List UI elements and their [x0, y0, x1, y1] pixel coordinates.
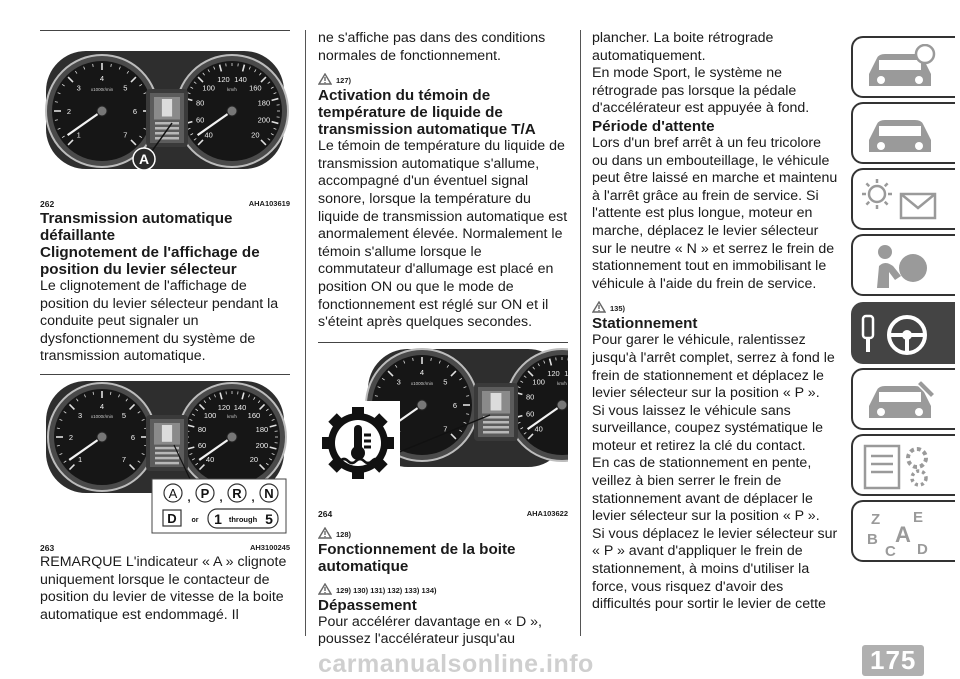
gauge-tick-label: 7: [123, 130, 127, 139]
figure-code: AH3100245: [250, 543, 290, 553]
warning-triangle-icon: [318, 583, 332, 595]
note-number: 127): [336, 76, 351, 85]
gauge-tick-label: 5: [443, 377, 447, 386]
watermark: carmanualsonline.info: [318, 650, 594, 679]
gauge-tick-label: 4: [100, 74, 104, 83]
note-number: 135): [610, 304, 625, 313]
paragraph: Pour accélérer davantage en « D », poussez l'accélérateur jusqu'au: [318, 614, 568, 649]
index-letter: D: [917, 541, 928, 558]
section-heading: Stationnement: [592, 315, 840, 332]
steering-key-icon: [861, 310, 941, 360]
gauge-tick-label: 200: [258, 116, 271, 125]
warning-note-ref: [318, 521, 568, 539]
column-1: [40, 30, 290, 624]
gauge-tick-label: 6: [131, 433, 135, 442]
gauge-tick-label: 60: [198, 441, 206, 450]
figure-262: [40, 30, 290, 209]
paragraph: Pour garer le véhicule, ralentissez jusqu'à l'arrêt complet, serrez à fond le frein de stationnement et déplacez le levier sélecteur sur la position « P ».: [592, 332, 840, 402]
note-numbers: 129) 130) 131) 132) 133) 134): [336, 586, 437, 595]
gauge-tick-label: 120: [218, 403, 231, 412]
column-divider: [580, 30, 581, 636]
technical-data-icon: [861, 442, 941, 492]
warning-triangle-icon: [592, 301, 606, 313]
paragraph: ne s'affiche pas dans des conditions normales de fonctionnement.: [318, 30, 568, 65]
gauge-tick-label: 7: [122, 455, 126, 464]
gauge-tick-label: 3: [78, 411, 82, 420]
gear-position-letter: N: [264, 486, 273, 501]
column-2: [318, 30, 568, 649]
paragraph: REMARQUE L'indicateur « A » clignote uniquement lorsque le contacteur de position du levier de vitesse de la boite automatique est endommagé. Il: [40, 554, 290, 624]
figure-263: [40, 374, 290, 553]
gauge-tick-label: 5: [123, 84, 127, 93]
transmission-temperature-warning-image: [318, 343, 568, 501]
gauge-tick-label: 40: [206, 455, 214, 464]
gauge-tick-label: 1: [77, 130, 81, 139]
gauge-tick-label: 6: [133, 107, 137, 116]
gauge-tick-label: 6: [453, 401, 457, 410]
section-heading: Activation du témoin de température de liquide de transmission automatique T/A: [318, 87, 568, 138]
figure-264: [318, 342, 568, 519]
figure-code: AHA103622: [527, 509, 568, 519]
airbag-safety-icon: [861, 242, 941, 292]
warning-triangle-icon: [318, 73, 332, 85]
figure-caption: [318, 509, 568, 519]
instrument-cluster-image: [40, 31, 290, 191]
index-letter: E: [913, 509, 923, 526]
speedometer: [176, 55, 288, 167]
index-letter: B: [867, 531, 878, 548]
index-letter: C: [885, 543, 896, 558]
gauge-tick-label: 100: [204, 411, 217, 420]
gauge-tick-label: 20: [250, 455, 258, 464]
gauge-tick-label: 180: [258, 98, 271, 107]
figure-number: 262: [40, 199, 54, 209]
gauge-tick-label: 20: [251, 130, 259, 139]
gauge-tick-label: 160: [248, 411, 261, 420]
car-front-icon: [861, 110, 941, 160]
gauge-tick-label: 5: [122, 411, 126, 420]
section-heading: Dépassement: [318, 597, 568, 614]
tachometer: [48, 383, 156, 491]
figure-caption: [40, 543, 290, 553]
section-heading: Période d'attente: [592, 118, 840, 135]
gauge-tick-label: 200: [256, 441, 269, 450]
gauge-tick-label: 160: [249, 84, 262, 93]
gauge-tick-label: 3: [77, 84, 81, 93]
chapter-tab-3[interactable]: [851, 168, 955, 230]
gauge-tick-label: 1: [78, 455, 82, 464]
separator: ,: [219, 492, 222, 504]
figure-code: AHA103619: [249, 199, 290, 209]
or-label: or: [192, 517, 199, 524]
separator: ,: [187, 492, 190, 504]
warning-lights-icon: [861, 176, 941, 226]
gauge-unit: x1000r/min: [411, 381, 434, 386]
paragraph: Si vous laissez le véhicule sans surveillance, coupez systématique le moteur et retirez la clé du contact.: [592, 403, 840, 456]
warning-note-ref: [592, 295, 840, 313]
warning-note-ref: [318, 67, 568, 85]
gauge-tick-label: 140: [234, 75, 247, 84]
gauge-tick-label: 1: [564, 369, 568, 378]
note-number: 128): [336, 530, 351, 539]
chapter-tab-8[interactable]: [851, 500, 955, 562]
index-letter: A: [895, 522, 911, 547]
gauge-tick-label: 180: [256, 425, 269, 434]
gauge-tick-label: 60: [196, 116, 204, 125]
column-divider: [305, 30, 306, 636]
center-display: [474, 383, 518, 441]
paragraph: Le clignotement de l'affichage de position du levier sélecteur pendant la conduite peut signaler un dysfonctionnement du système de transmission automatique.: [40, 278, 290, 366]
speedometer: [178, 383, 286, 491]
section-heading: Clignotement de l'affichage de position du levier sélecteur: [40, 244, 290, 278]
gear-position-letter: R: [232, 486, 242, 501]
gauge-tick-label: 4: [420, 368, 424, 377]
gauge-unit: x1000r/min: [91, 414, 114, 419]
range-end: 5: [265, 511, 273, 527]
gauge-tick-label: 120: [217, 75, 230, 84]
transmission-temperature-icon: [320, 401, 400, 491]
car-repair-icon: [861, 376, 941, 426]
gauge-tick-label: 100: [202, 84, 215, 93]
section-heading: Fonctionnement de la boite automatique: [318, 541, 568, 575]
paragraph: En cas de stationnement en pente, veillez à bien serrer le frein de stationnement avant de déplacer le levier sélecteur sur la position « P ».: [592, 455, 840, 525]
chapter-tab-4[interactable]: [851, 234, 955, 296]
warning-triangle-icon: [318, 527, 332, 539]
gauge-tick-label: 100: [532, 377, 545, 386]
chapter-tab-5[interactable]: [851, 302, 955, 364]
range-word: through: [229, 515, 258, 524]
gear-position-letter: P: [201, 486, 210, 501]
instrument-cluster-image: [40, 375, 290, 535]
figure-number: 264: [318, 509, 332, 519]
gauge-tick-label: 60: [526, 409, 534, 418]
gauge-tick-label: 40: [204, 130, 212, 139]
gauge-tick-label: 80: [526, 392, 534, 401]
car-info-icon: [861, 44, 941, 94]
paragraph: Lors d'un bref arrêt à un feu tricolore ou dans un embouteillage, le véhicule peut être laissé en marche et maintenu à l'arrêt grâce au frein de service. Si l'attente est plus longue, moteur en marche, déplacez le levier sélecteur sur le neutre « N » et serrez le frein de stationnement tout en immobilisant le véhicule à l'aide du frein de service.: [592, 135, 840, 293]
paragraph: plancher. La boite rétrograde automatiquement.: [592, 30, 840, 65]
gauge-unit: km/h: [227, 414, 237, 419]
gauge-tick-label: 80: [198, 425, 206, 434]
callout-letter: A: [139, 151, 149, 167]
gauge-tick-label: 40: [534, 424, 542, 433]
gauge-tick-label: 4: [100, 402, 104, 411]
gear-position-letter: A: [169, 486, 178, 501]
gauge-tick-label: 7: [443, 424, 447, 433]
gauge-unit: km/h: [227, 87, 237, 92]
gauge-unit: km/h: [557, 381, 567, 386]
paragraph: Si vous déplacez le levier sélecteur sur « P » avant d'appliquer le frein de stationnement, à moins d'utiliser la force, vous risquez d'avoir des difficultés pour sortir le levier de cette: [592, 526, 840, 614]
figure-number: 263: [40, 543, 54, 553]
paragraph: En mode Sport, le système ne rétrograde pas lorsque la pédale d'accélérateur est appuyée à fond.: [592, 65, 840, 118]
gauge-tick-label: 140: [234, 403, 247, 412]
section-heading: Transmission automatique défaillante: [40, 210, 290, 244]
chapter-tab-6[interactable]: [851, 368, 955, 430]
gauge-tick-label: 3: [397, 377, 401, 386]
gauge-tick-label: 2: [67, 107, 71, 116]
gauge-tick-label: 120: [547, 369, 560, 378]
range-start: 1: [214, 511, 222, 527]
center-display: [146, 89, 188, 147]
gauge-unit: x1000r/min: [91, 87, 114, 92]
chapter-tab-2[interactable]: [851, 102, 955, 164]
chapter-tab-1[interactable]: [851, 36, 955, 98]
figure-caption: [40, 199, 290, 209]
index-letter: Z: [871, 511, 880, 528]
gear-position-legend: [152, 479, 286, 533]
gauge-tick-label: 2: [69, 433, 73, 442]
separator: ,: [251, 492, 254, 504]
gauge-tick-label: 80: [196, 98, 204, 107]
paragraph: Le témoin de température du liquide de transmission automatique s'allume, accompagné d'un éventuel signal sonore, lorsque la température du liquide de transmission automatique est anormalement élevée. Normalement le témoin s'allume lorsque le commutateur d'allumage est placé en position ON ou que le mode de fonctionnement est réglé sur ON et il s'éteint après quelques secondes.: [318, 138, 568, 332]
index-letters-icon: [861, 508, 941, 558]
page-number: 175: [862, 645, 924, 676]
warning-note-ref: [318, 577, 568, 595]
drive-letter: D: [167, 511, 176, 526]
column-3: [592, 30, 840, 614]
chapter-tab-7[interactable]: [851, 434, 955, 496]
